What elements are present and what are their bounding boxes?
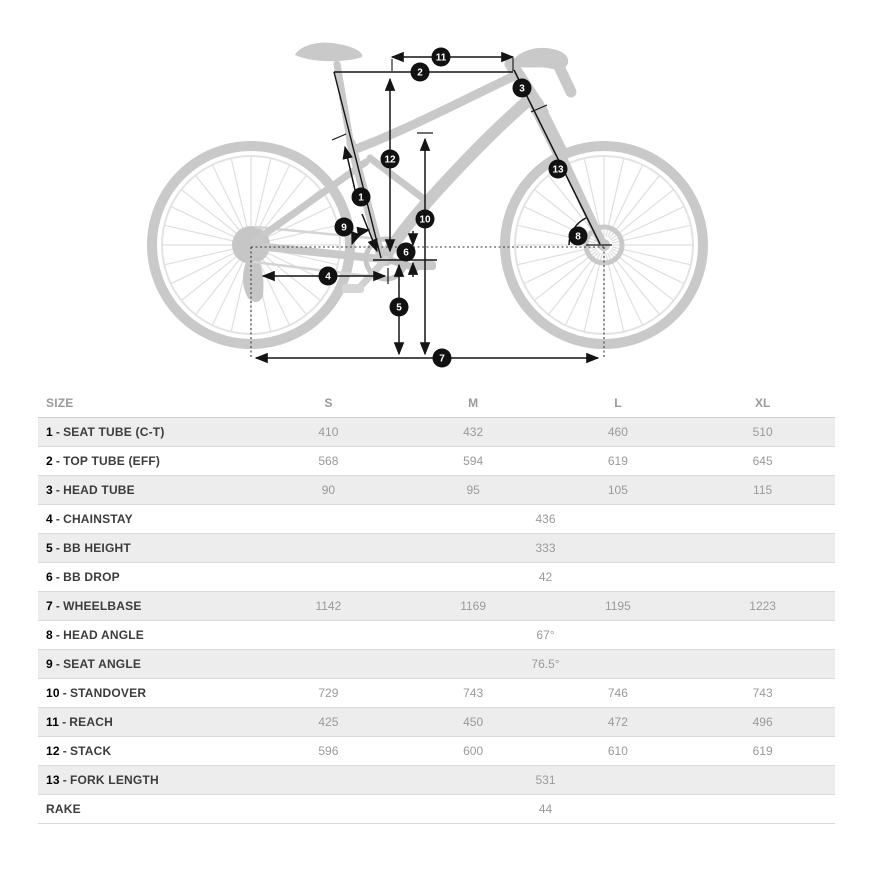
table-row-chainstay bbox=[38, 505, 835, 534]
value-s: 90 bbox=[321, 483, 336, 497]
row-separator: - bbox=[55, 483, 61, 497]
stem-handlebar bbox=[511, 48, 568, 69]
row-separator: - bbox=[62, 744, 67, 758]
geometry-table bbox=[38, 388, 835, 824]
rear-wheel bbox=[152, 146, 350, 344]
value-xl: 510 bbox=[752, 425, 773, 439]
table-row-rake bbox=[38, 795, 835, 824]
bike-diagram-svg bbox=[0, 0, 869, 384]
value-l: 610 bbox=[607, 744, 628, 758]
row-label bbox=[38, 599, 256, 613]
row-separator: - bbox=[55, 512, 61, 526]
value-all-sizes: 67° bbox=[536, 628, 555, 642]
header-size: SIZE bbox=[46, 395, 74, 410]
value-xl: 496 bbox=[752, 715, 773, 729]
value-l: 472 bbox=[607, 715, 628, 729]
row-number: 7 bbox=[46, 599, 53, 613]
value-m: 594 bbox=[463, 454, 484, 468]
value-s: 568 bbox=[318, 454, 339, 468]
callout-11 bbox=[432, 48, 451, 67]
callout-5 bbox=[390, 298, 409, 317]
svg-text:9: 9 bbox=[341, 222, 347, 234]
callout-9 bbox=[335, 218, 354, 237]
svg-text:7: 7 bbox=[439, 353, 445, 365]
row-title: HEAD ANGLE bbox=[63, 628, 144, 642]
table-row-bb-height bbox=[38, 534, 835, 563]
callouts bbox=[319, 48, 588, 368]
row-label bbox=[38, 686, 256, 700]
row-number: 6 bbox=[46, 570, 53, 584]
row-number: 4 bbox=[46, 512, 53, 526]
svg-text:6: 6 bbox=[403, 247, 409, 259]
header-col-m: M bbox=[468, 395, 479, 410]
dim-seat-tube-tick bbox=[332, 134, 346, 140]
row-number: 10 bbox=[46, 686, 60, 700]
svg-text:12: 12 bbox=[384, 154, 396, 166]
row-label bbox=[38, 773, 256, 787]
row-title: SEAT TUBE (C-T) bbox=[63, 425, 165, 439]
row-title: TOP TUBE (EFF) bbox=[63, 454, 161, 468]
value-all-sizes: 76.5° bbox=[531, 657, 560, 671]
callout-7 bbox=[433, 349, 452, 368]
row-title: BB DROP bbox=[63, 570, 120, 584]
row-number: 5 bbox=[46, 541, 53, 555]
row-separator: - bbox=[62, 715, 67, 729]
row-title: REACH bbox=[69, 715, 113, 729]
row-separator: - bbox=[55, 425, 61, 439]
row-number: 9 bbox=[46, 657, 53, 671]
dim-reach-ticks bbox=[392, 58, 513, 71]
row-separator: - bbox=[62, 686, 67, 700]
row-label bbox=[38, 425, 256, 439]
row-label bbox=[38, 541, 256, 555]
value-l: 619 bbox=[607, 454, 628, 468]
value-all-sizes: 333 bbox=[535, 541, 556, 555]
value-l: 746 bbox=[607, 686, 628, 700]
value-l: 105 bbox=[607, 483, 628, 497]
value-xl: 619 bbox=[752, 744, 773, 758]
row-number: 13 bbox=[46, 773, 60, 787]
callout-12 bbox=[381, 150, 400, 169]
callout-6 bbox=[397, 243, 416, 262]
row-title: CHAINSTAY bbox=[63, 512, 133, 526]
row-separator: - bbox=[62, 773, 67, 787]
row-separator: - bbox=[55, 541, 61, 555]
row-label bbox=[38, 454, 256, 468]
header-col-xl: XL bbox=[754, 395, 771, 410]
saddle bbox=[295, 43, 362, 62]
table-header-row bbox=[38, 388, 835, 418]
table-row-seat-angle bbox=[38, 650, 835, 679]
value-l: 460 bbox=[607, 425, 628, 439]
value-m: 432 bbox=[463, 425, 484, 439]
row-title: RAKE bbox=[46, 802, 81, 816]
ghost-bike bbox=[152, 43, 703, 344]
value-m: 450 bbox=[463, 715, 484, 729]
svg-text:3: 3 bbox=[519, 83, 525, 95]
svg-text:5: 5 bbox=[396, 302, 402, 314]
row-title: STANDOVER bbox=[69, 686, 147, 700]
value-s: 1142 bbox=[315, 599, 342, 613]
row-title: WHEELBASE bbox=[63, 599, 142, 613]
row-label bbox=[38, 744, 256, 758]
svg-text:11: 11 bbox=[435, 52, 447, 64]
table-row-standover bbox=[38, 679, 835, 708]
callout-1 bbox=[352, 188, 371, 207]
table-row-wheelbase bbox=[38, 592, 835, 621]
row-title: BB HEIGHT bbox=[63, 541, 131, 555]
table-row-seat-tube bbox=[38, 418, 835, 447]
value-all-sizes: 436 bbox=[535, 512, 556, 526]
value-s: 410 bbox=[318, 425, 339, 439]
table-row-reach bbox=[38, 708, 835, 737]
row-title: SEAT ANGLE bbox=[63, 657, 142, 671]
row-label bbox=[38, 802, 256, 816]
svg-text:2: 2 bbox=[417, 67, 423, 79]
value-m: 1169 bbox=[460, 599, 487, 613]
header-col-l: L bbox=[614, 395, 622, 410]
value-m: 743 bbox=[463, 686, 484, 700]
table-row-stack bbox=[38, 737, 835, 766]
value-all-sizes: 531 bbox=[535, 773, 556, 787]
row-separator: - bbox=[55, 570, 61, 584]
svg-text:8: 8 bbox=[575, 231, 581, 243]
pedal-right bbox=[412, 261, 436, 270]
value-xl: 645 bbox=[752, 454, 773, 468]
row-number: 2 bbox=[46, 454, 53, 468]
rear-derailleur bbox=[243, 262, 264, 302]
row-label bbox=[38, 512, 256, 526]
row-label bbox=[38, 570, 256, 584]
value-l: 1195 bbox=[604, 599, 631, 613]
row-number: 3 bbox=[46, 483, 53, 497]
svg-text:10: 10 bbox=[419, 214, 431, 226]
callout-8 bbox=[569, 227, 588, 246]
table-row-head-tube bbox=[38, 476, 835, 505]
value-s: 425 bbox=[318, 715, 339, 729]
svg-text:13: 13 bbox=[552, 164, 564, 176]
value-all-sizes: 42 bbox=[538, 570, 553, 584]
row-separator: - bbox=[55, 628, 61, 642]
row-number: 8 bbox=[46, 628, 53, 642]
value-xl: 743 bbox=[752, 686, 773, 700]
pedal-left bbox=[342, 284, 364, 293]
header-col-s: S bbox=[324, 395, 333, 410]
row-separator: - bbox=[55, 657, 61, 671]
callout-3 bbox=[513, 79, 532, 98]
value-m: 600 bbox=[463, 744, 484, 758]
table-row-head-angle bbox=[38, 621, 835, 650]
svg-text:4: 4 bbox=[325, 271, 331, 283]
row-label bbox=[38, 628, 256, 642]
row-label bbox=[38, 715, 256, 729]
row-label bbox=[38, 483, 256, 497]
callout-13 bbox=[549, 160, 568, 179]
callout-10 bbox=[416, 210, 435, 229]
row-number: 1 bbox=[46, 425, 53, 439]
row-number: 11 bbox=[46, 715, 60, 729]
table-row-fork-length bbox=[38, 766, 835, 795]
row-title: HEAD TUBE bbox=[63, 483, 135, 497]
callout-4 bbox=[319, 267, 338, 286]
value-s: 729 bbox=[318, 686, 339, 700]
bike-geometry-diagram bbox=[0, 0, 869, 384]
table-row-bb-drop bbox=[38, 563, 835, 592]
row-number: 12 bbox=[46, 744, 60, 758]
row-label bbox=[38, 657, 256, 671]
row-separator: - bbox=[55, 599, 61, 613]
value-all-sizes: 44 bbox=[538, 802, 553, 816]
value-m: 95 bbox=[466, 483, 480, 497]
value-xl: 1223 bbox=[749, 599, 776, 613]
value-xl: 115 bbox=[753, 483, 773, 497]
table-row-top-tube bbox=[38, 447, 835, 476]
row-separator: - bbox=[55, 454, 61, 468]
callout-2 bbox=[411, 63, 430, 82]
row-title: FORK LENGTH bbox=[69, 773, 159, 787]
value-s: 596 bbox=[318, 744, 339, 758]
row-title: STACK bbox=[69, 744, 112, 758]
svg-text:1: 1 bbox=[358, 192, 364, 204]
